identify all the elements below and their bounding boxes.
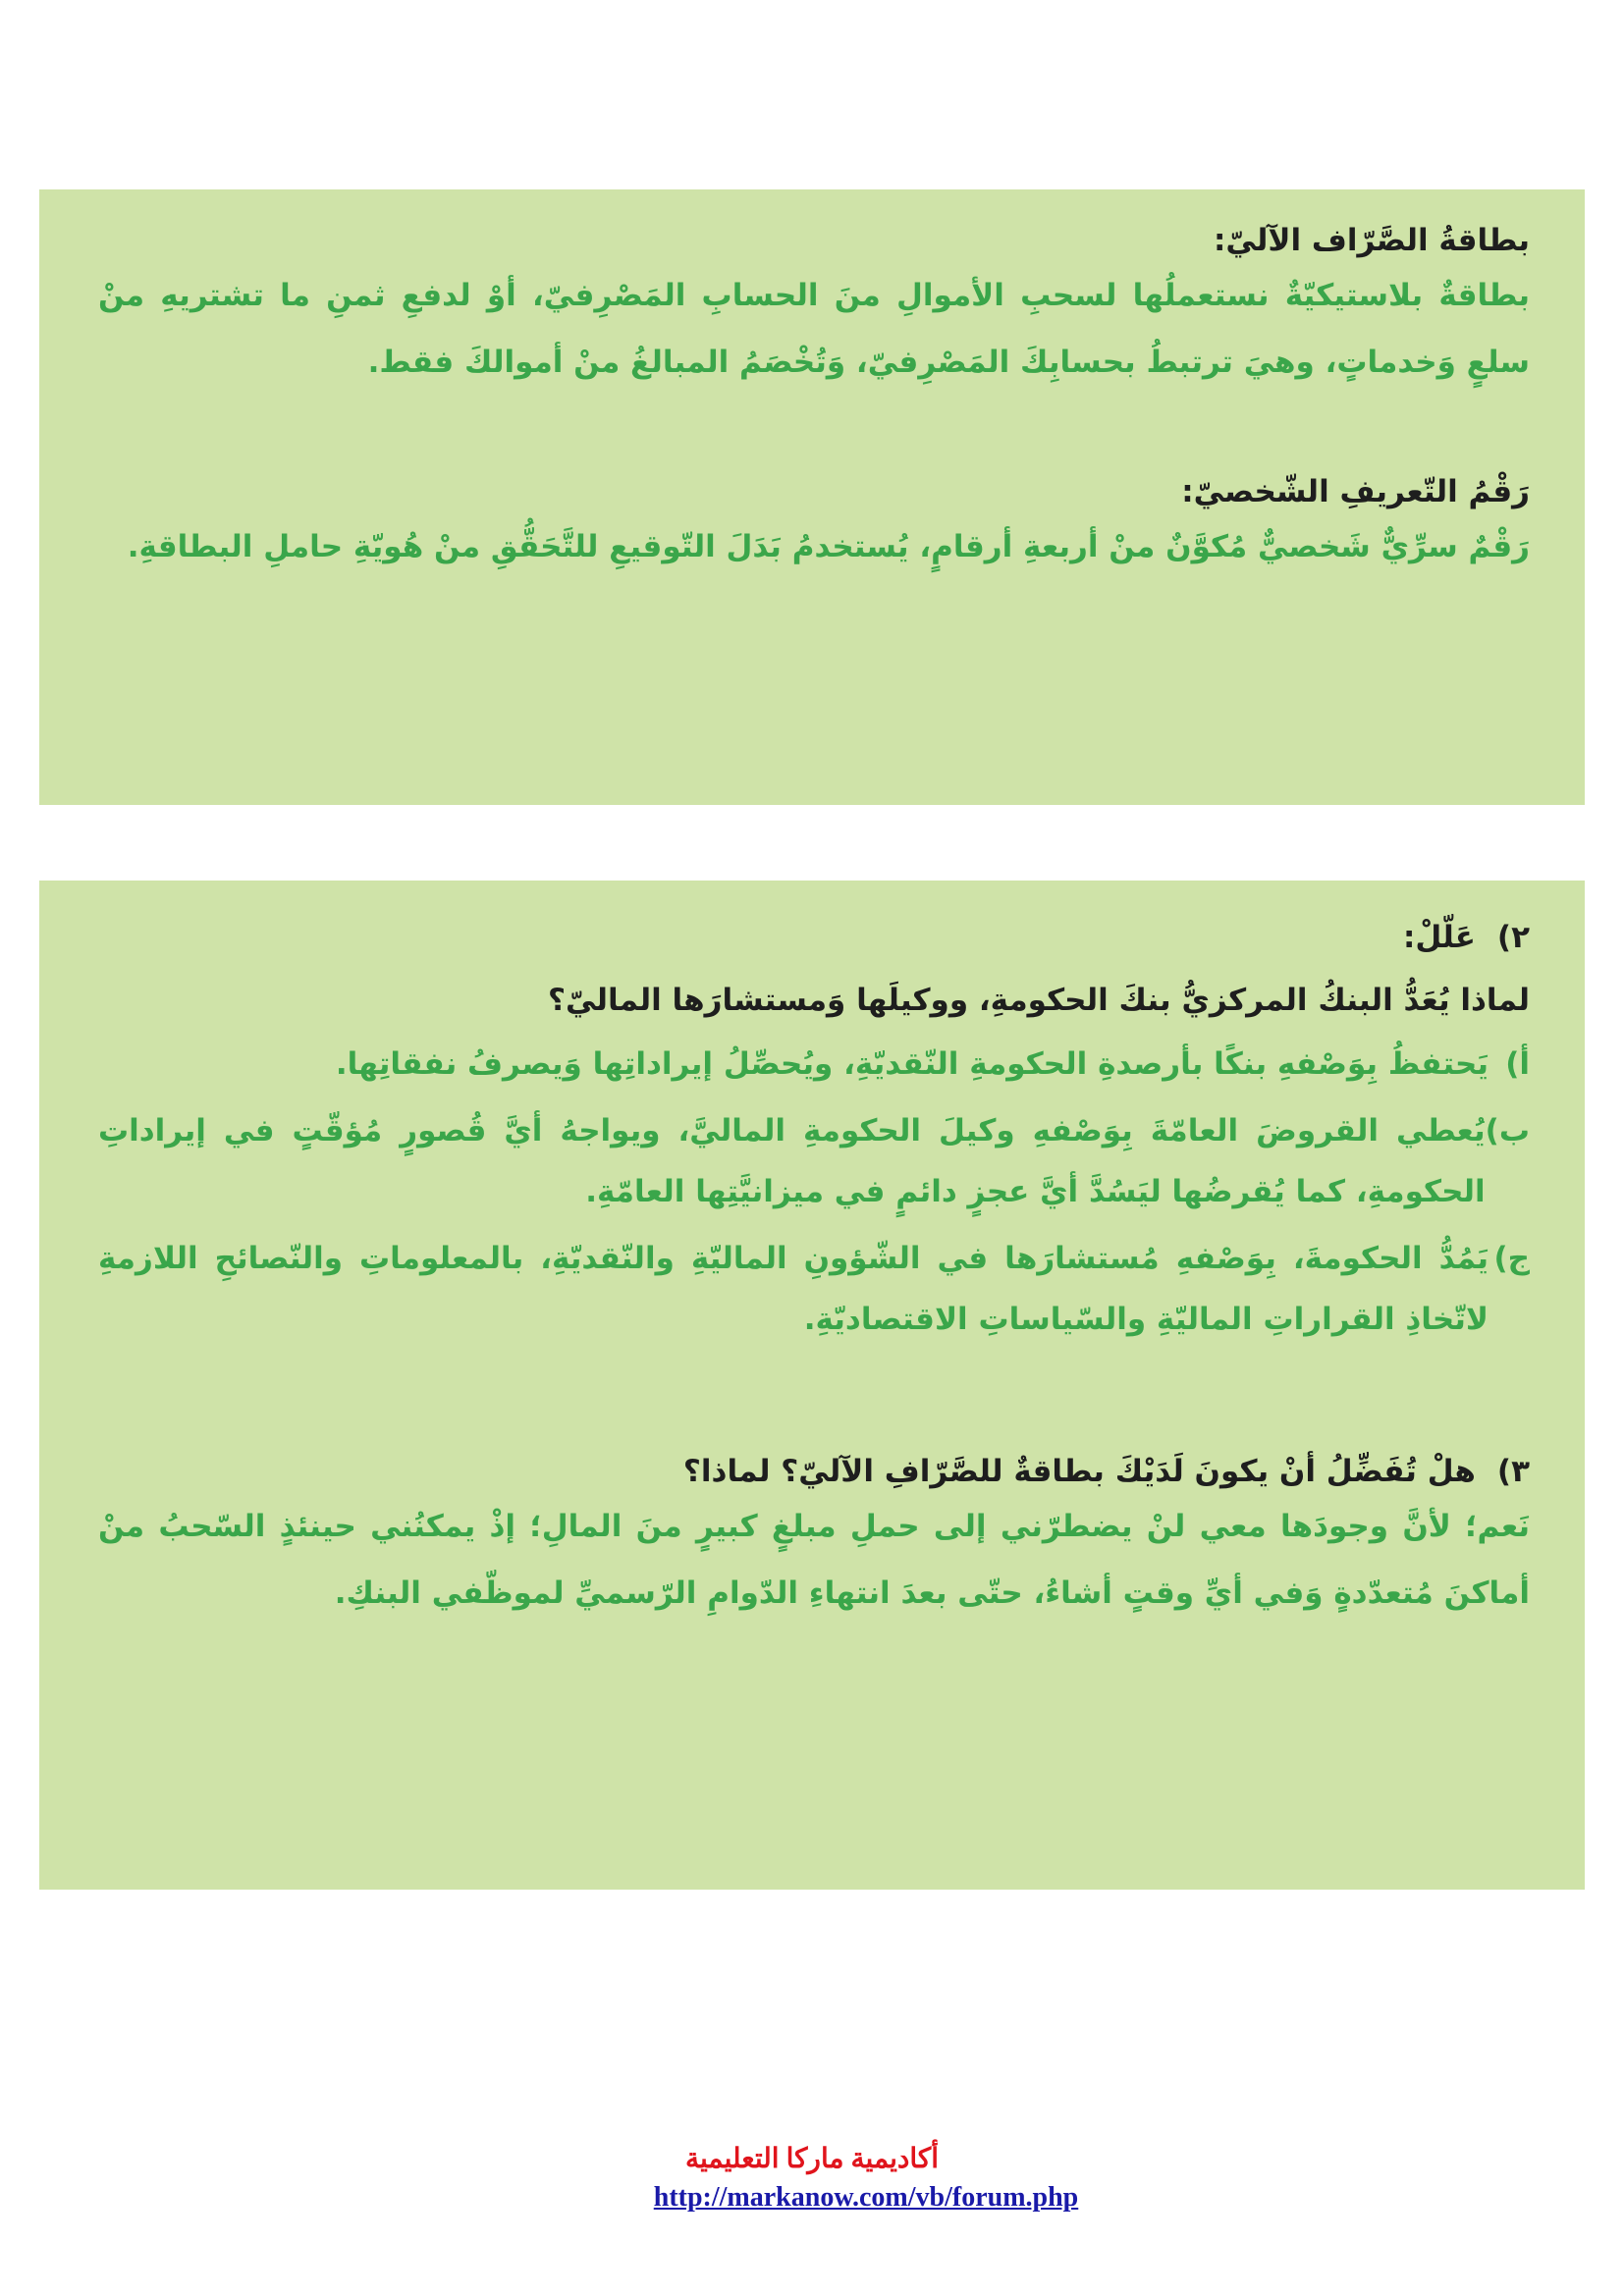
questions-panel xyxy=(39,881,1585,1890)
question-2-number: ٢) xyxy=(1496,920,1530,955)
pin-heading: رَقْمُ التّعريفِ الشّخصيّ: xyxy=(1181,474,1530,509)
academy-name: أكاديمية ماركا التعليمية xyxy=(684,2144,940,2174)
answer-item-b xyxy=(98,1100,1530,1222)
answer-letter: أ) xyxy=(1505,1046,1530,1082)
pin-definition: رَقْمٌ سرِّيٌّ شَخصيٌّ مُكوَّنٌ منْ أربعةِ أرقامٍ، يُستخدمُ بَدَلَ التّوقيعِ للتَّحَقُّقِ منْ هُويّةِ حاملِ البطاقةِ. xyxy=(127,529,1530,564)
question-3-number: ٣) xyxy=(1496,1454,1530,1489)
spacer xyxy=(98,396,1530,470)
spacer xyxy=(98,1356,1530,1450)
answer-text: يُعطي القروضَ العامّةَ بِوَصْفهِ وكيلَ الحكومةِ الماليَّ، ويواجهُ أيَّ قُصورٍ مُؤقّتٍ في إيراداتِ الحكومةِ، كما يُقرضُها ليَسُدَّ أيَّ عجزٍ دائمٍ في ميزانيَّتِها العامّةِ. xyxy=(98,1113,1486,1209)
answer-letter: ب) xyxy=(1485,1113,1530,1148)
answer-text: يَحتفظُ بِوَصْفهِ بنكًا بأرصدةِ الحكومةِ النّقديّةِ، ويُحصِّلُ إيراداتِها وَيصرفُ نفقاتِها. xyxy=(335,1046,1489,1082)
question-3-heading xyxy=(98,1450,1530,1493)
atm-card-heading: بطاقةُ الصَّرّاف الآليّ: xyxy=(1213,223,1530,258)
answer-text: يَمُدُّ الحكومةَ، بِوَصْفهِ مُستشارَها في الشّؤونِ الماليّةِ والنّقديّةِ، بالمعلوماتِ والنّصائحِ اللازمةِ لاتّخاذِ القراراتِ الماليّةِ والسّياساتِ الاقتصاديّةِ. xyxy=(98,1241,1489,1337)
question-2-label: عَلّلْ: xyxy=(1403,920,1476,955)
answer-item-a xyxy=(98,1034,1530,1095)
answer-item-c xyxy=(98,1228,1530,1350)
answer-letter: ج) xyxy=(1493,1241,1530,1276)
atm-card-definition: بطاقةٌ بلاستيكيّةٌ نستعملُها لسحبِ الأموالِ منَ الحسابِ المَصْرِفيّ، أوْ لدفعِ ثمنِ ما تشتريهِ منْ سلعٍ وَخدماتٍ، وهيَ ترتبطُ بحسابِكَ المَصْرِفيّ، وَتُخْصَمُ المبالغُ منْ أموالكَ فقط. xyxy=(98,278,1530,380)
question-3-text: هلْ تُفَضِّلُ أنْ يكونَ لَدَيْكَ بطاقةٌ للصَّرّافِ الآليّ؟ لماذا؟ xyxy=(682,1454,1476,1489)
definitions-panel xyxy=(39,189,1585,805)
question-2-text: لماذا يُعَدُّ البنكُ المركزيُّ بنكَ الحكومةِ، ووكيلَها وَمستشارَها الماليّ؟ xyxy=(548,983,1530,1018)
question-3-answer: نَعم؛ لأنَّ وجودَها معي لنْ يضطرّني إلى حملِ مبلغٍ كبيرٍ منَ المالِ؛ إذْ يمكنُني حينئذٍ السّحبُ منْ أماكنَ مُتعدّدةٍ وَفي أيِّ وقتٍ أشاءُ، حتّى بعدَ انتهاءِ الدّوامِ الرّسميِّ لموظّفي البنكِ. xyxy=(98,1509,1530,1611)
question-2-heading xyxy=(98,916,1530,959)
forum-link[interactable]: http://markanow.com/vb/forum.php xyxy=(653,2182,1079,2213)
page-footer xyxy=(0,2140,1624,2216)
